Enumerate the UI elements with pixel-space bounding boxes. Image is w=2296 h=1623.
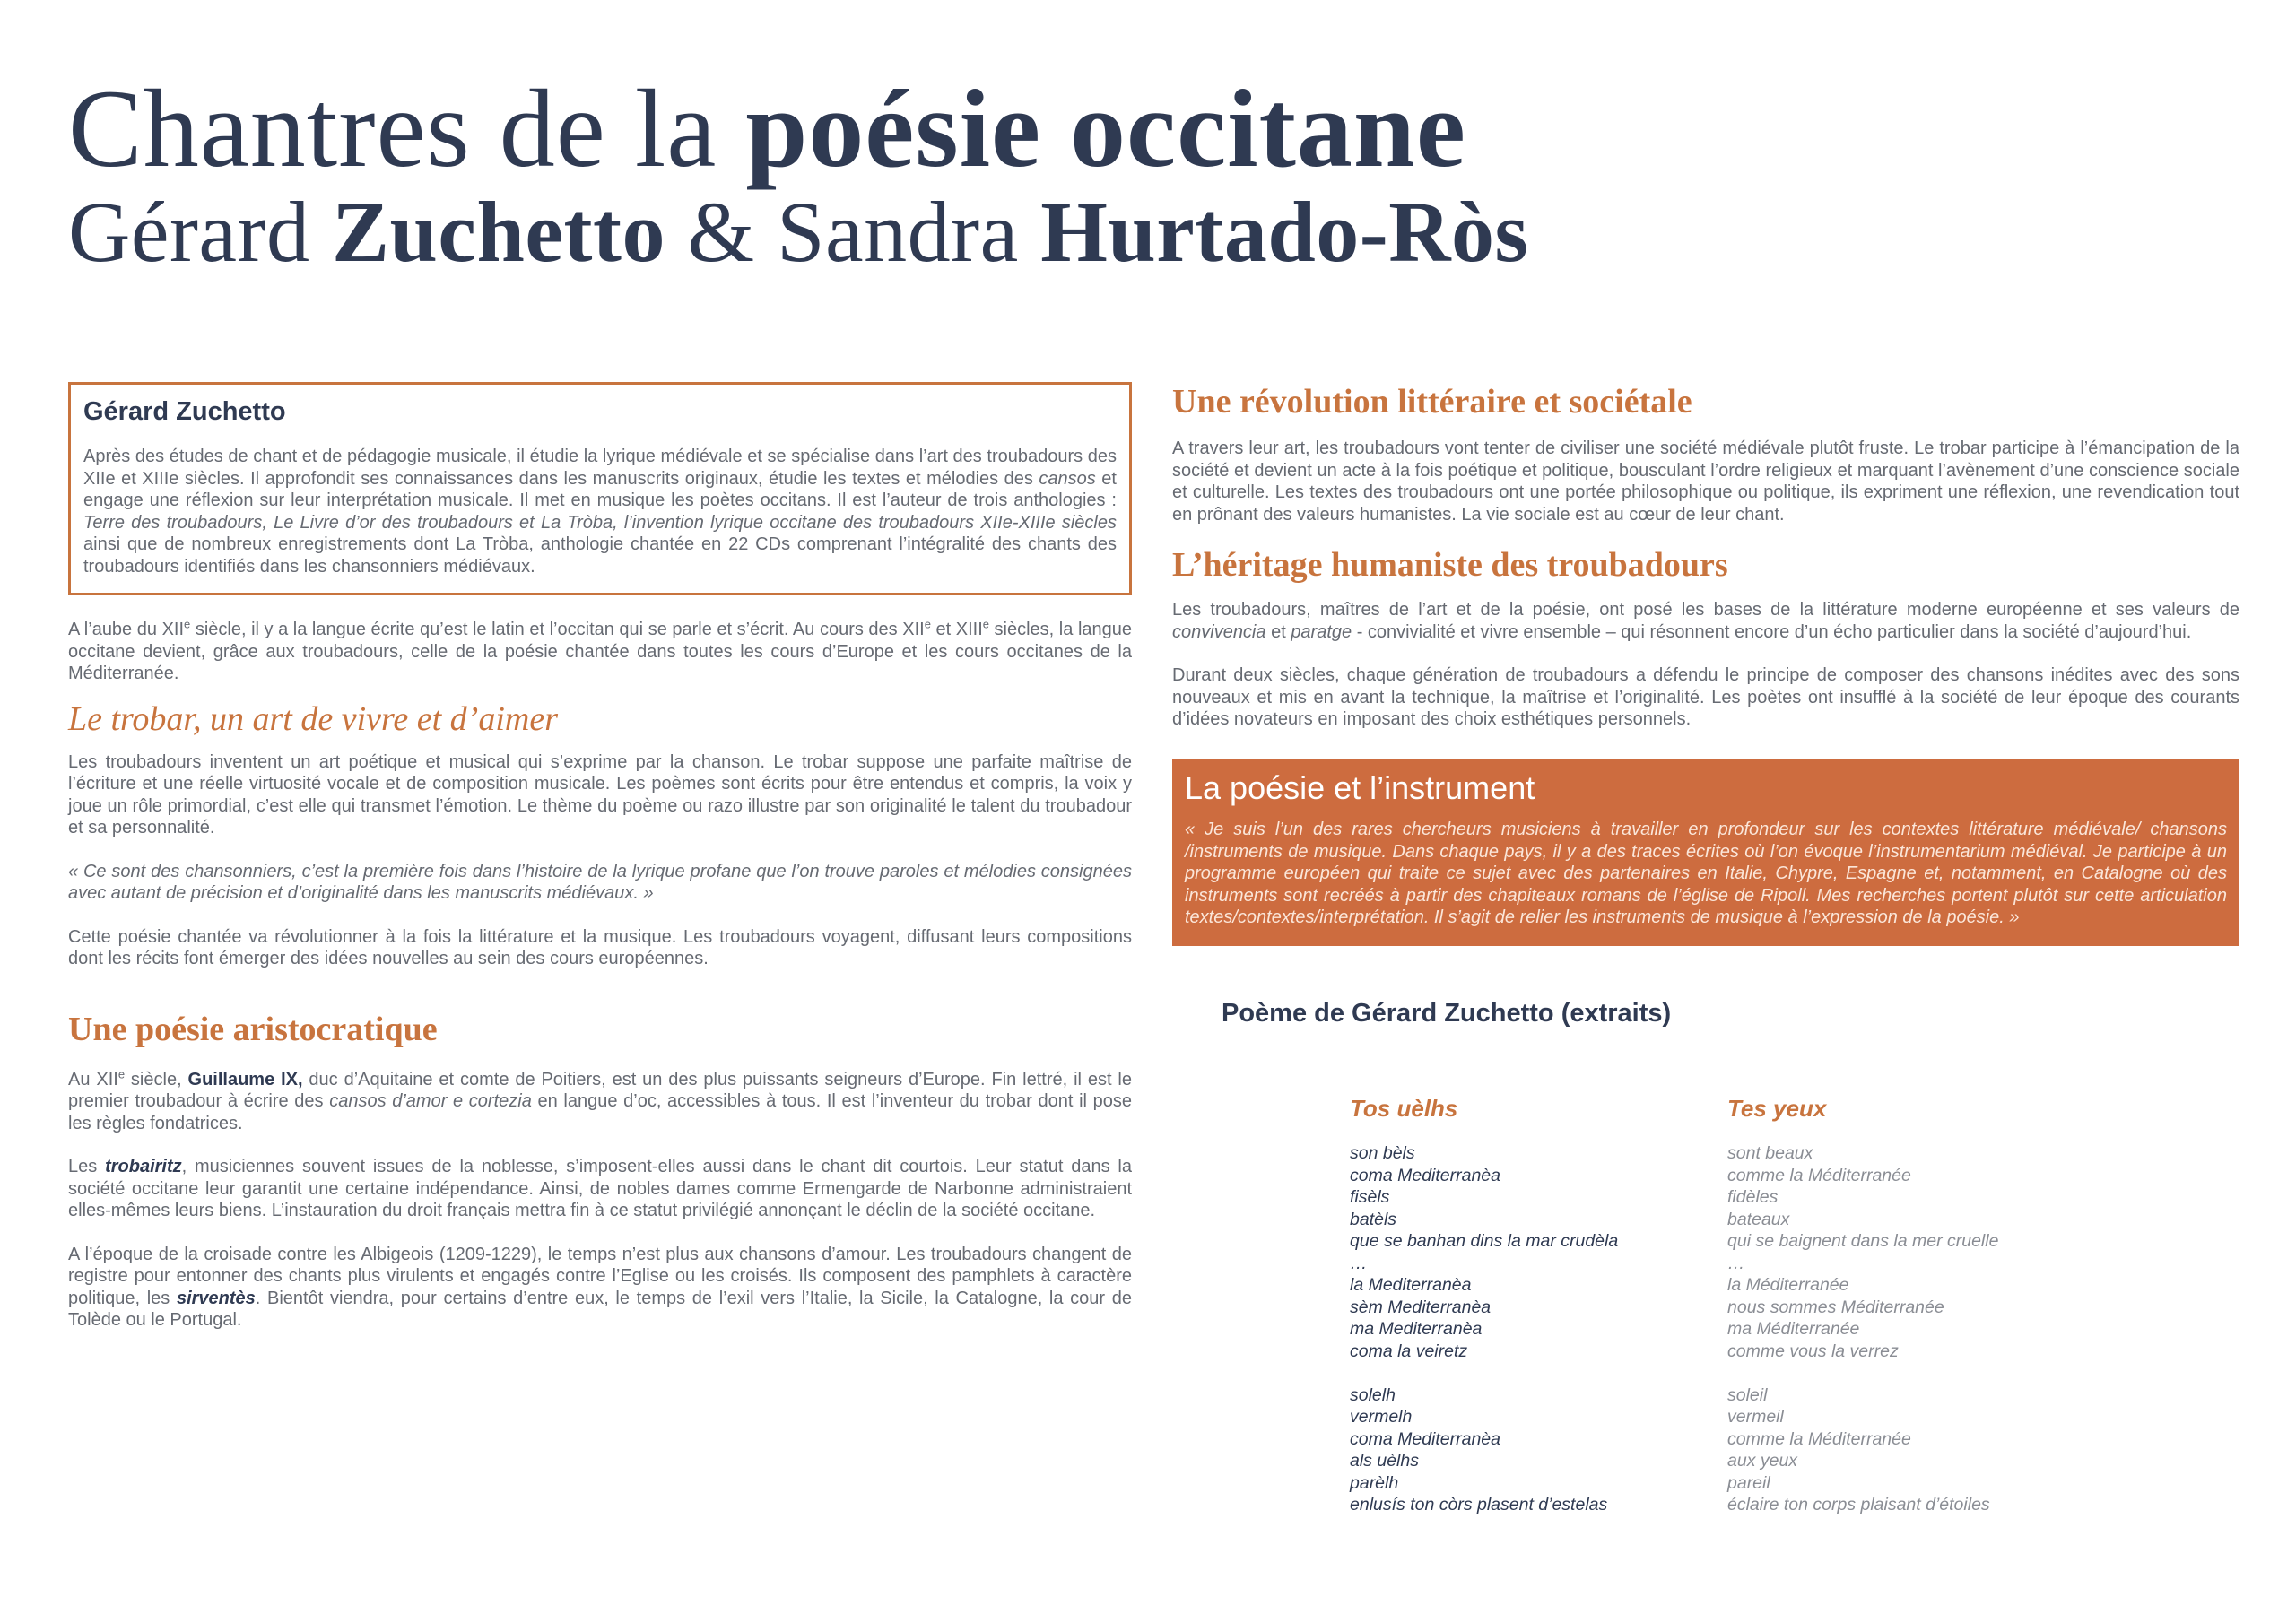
heritage-paragraph-2: Durant deux siècles, chaque génération de troubadours a défendu le principe de composer des chansons inédites avec des sons nouveaux et mis en avant la technique, la maîtrise et l’originalité. Les poètes ont insufflé à la société de leur époque des courants d’idées novateurs en imposant des choix esthétiques personnels. bbox=[1172, 665, 2239, 729]
poem-occitan-title: Tos uèlhs bbox=[1350, 1095, 1458, 1122]
poem-line bbox=[1350, 1362, 1726, 1384]
poem-line: vermelh bbox=[1350, 1407, 1413, 1427]
poem-line: sèm Mediterranèa bbox=[1350, 1297, 1492, 1317]
trobar-heading: Le trobar, un art de vivre et d’aimer bbox=[68, 699, 558, 738]
poem-line: aux yeux bbox=[1727, 1451, 1798, 1471]
poem-line: soleil bbox=[1727, 1384, 1768, 1405]
title-line-2: Gérard Zuchetto & Sandra Hurtado-Ròs bbox=[68, 184, 1529, 280]
trobar-paragraph-2: Cette poésie chantée va révolutionner à la fois la littérature et la musique. Les troubadours voyagent, diffusant leurs compositions dont les récits font émerger des idées nouvelles au sein des cours européennes. bbox=[68, 926, 1132, 968]
poem-line: son bèls bbox=[1350, 1143, 1415, 1163]
right-column bbox=[1172, 380, 2239, 731]
heritage-heading: L’héritage humaniste des troubadours bbox=[1172, 546, 1728, 584]
poem-line: que se banhan dins la mar crudèla bbox=[1350, 1231, 1619, 1251]
bio-heading: Gérard Zuchetto bbox=[83, 397, 286, 426]
bio-text: Après des études de chant et de pédagogie musicale, il étudie la lyrique médiévale et se spécialise dans l’art des troubadours des XIIe et XIIIe siècles. Il approfondit ses connaissances dans les manuscrits originaux, étudie les textes et mélodies des cansos et engage une réflexion sur leur interprétation musicale. Il met en musique les poètes occitans. Il est l’auteur de trois anthologies : Terre des troubadours, Le Livre d’or des troubadours et La Tròba, l’invention lyrique occitane des troubadours XIIe-XIIIe siècles ainsi que de nombreux enregistrements dont La Tròba, anthologie chantée en 22 CDs comprenant l’intégralité des chants des troubadours identifiés dans les chansonniers médiévaux. bbox=[83, 447, 1117, 577]
aristo-paragraph-2: Les trobairitz, musiciennes souvent issues de la noblesse, s’imposent-elles aussi dans le chant dit courtois. Leur statut dans la société occitane leur garantit une certaine indépendance. Ainsi, de nobles dames comme Ermengarde de Narbonne administraient elles-mêmes leurs biens. L’instauration du droit français mettra fin à ce statut privilégié annonçant le déclin de la société occitane. bbox=[68, 1157, 1132, 1220]
poem-line: nous sommes Méditerranée bbox=[1727, 1297, 1944, 1317]
poem-line: coma Mediterranèa bbox=[1350, 1165, 1500, 1185]
title-line-1: Chantres de la poésie occitane bbox=[68, 67, 1466, 190]
poem-line: qui se baignent dans la mer cruelle bbox=[1727, 1231, 1999, 1251]
poem-line: parèlh bbox=[1350, 1472, 1399, 1493]
poem-line: la Méditerranée bbox=[1727, 1275, 1849, 1295]
aristo-paragraph-3: A l’époque de la croisade contre les Albigeois (1209-1229), le temps n’est plus aux chansons d’amour. Les troubadours changent de registre pour entonner des chants plus virulents et engagés contre l’Eglise ou les croisés. Ils composent des pamphlets à caractère politique, les sirventès. Bientôt viendra, pour certains d’entre eux, le temps de l’exil vers l’Italie, la Sicile, la Catalogne, la cour de Tolède ou le Portugal. bbox=[68, 1244, 1132, 1330]
poem-line: solelh bbox=[1350, 1384, 1396, 1405]
poem-line: batèls bbox=[1350, 1209, 1397, 1229]
poem-line: als uèlhs bbox=[1350, 1451, 1419, 1471]
bio-box bbox=[68, 382, 1132, 595]
poem-french-title: Tes yeux bbox=[1727, 1095, 1827, 1122]
poem-line: … bbox=[1350, 1253, 1368, 1273]
poem-line: la Mediterranèa bbox=[1350, 1275, 1472, 1295]
poem-title: Poème de Gérard Zuchetto (extraits) bbox=[1222, 999, 1672, 1028]
heritage-paragraph-1: Les troubadours, maîtres de l’art et de la poésie, ont posé les bases de la littérature moderne européenne et ses valeurs de convivencia et paratge - convivialité et vivre ensemble – qui résonnent encore d’un écho particulier dans la société d’aujourd’hui. bbox=[1172, 600, 2239, 642]
instrument-title: La poésie et l’instrument bbox=[1185, 769, 1535, 806]
poem-line: comme vous la verrez bbox=[1727, 1341, 1899, 1361]
poem-line: fisèls bbox=[1350, 1187, 1390, 1207]
poem-line: ma Méditerranée bbox=[1727, 1319, 1860, 1339]
poem-line: enlusís ton còrs plasent d’estelas bbox=[1350, 1495, 1608, 1515]
poem-line: sont beaux bbox=[1727, 1143, 1813, 1163]
revolution-paragraph: A travers leur art, les troubadours vont tenter de civiliser une société médiévale plutôt fruste. Le trobar participe à l’émancipation de la société et devient un acte à la fois poétique et politique, bousculant l’ordre religieux et marquant l’avènement d’une conscience sociale et culturelle. Les textes des troubadours ont une portée philosophique ou politique, ils expriment une réflexion, une revendication tout en prônant des valeurs humanistes. La vie sociale est au cœur de leur chant. bbox=[1172, 438, 2239, 525]
poem-line: éclaire ton corps plaisant d’étoiles bbox=[1727, 1495, 1990, 1515]
poem-line: comme la Méditerranée bbox=[1727, 1165, 1911, 1185]
poem-line: comme la Méditerranée bbox=[1727, 1428, 1911, 1449]
poem-line bbox=[1727, 1362, 2104, 1384]
instrument-quote: « Je suis l’un des rares chercheurs musiciens à travailler en profondeur sur les contextes littérature médiévale/ chansons /instruments de musique. Dans chaque pays, il y a des traces écrites où l’on évoque l’instrumentarium médiéval. Je participe à un programme européen qui traite ce sujet avec des partenaires en Italie, Chypre, Espagne et, notamment, en Catalogne où des instruments sont recréés à partir des chapiteaux romans de l’église de Ripoll. Mes recherches portent plutôt sur cette articulation textes/contextes/interprétation. Il s’agit de relier les instruments de musique à l’expression de la poésie. » bbox=[1185, 820, 2227, 927]
aristo-paragraph-1: Au XIIe siècle, Guillaume IX, duc d’Aquitaine et comte de Poitiers, est un des plus puissants seigneurs d’Europe. Fin lettré, il est le premier troubadour à écrire des cansos d’amor e cortezia en langue d’oc, accessibles à tous. Il est l’inventeur du trobar dont il pose les règles fondatrices. bbox=[68, 1066, 1132, 1133]
poem-line: pareil bbox=[1727, 1472, 1770, 1493]
poem-line: bateaux bbox=[1727, 1209, 1790, 1229]
poem-line: … bbox=[1727, 1253, 1745, 1273]
poem-line: coma la veiretz bbox=[1350, 1341, 1468, 1361]
instrument-box bbox=[1172, 759, 2239, 946]
page-title bbox=[68, 67, 1529, 282]
trobar-paragraph-1: Les troubadours inventent un art poétique et musical qui s’exprime par la chanson. Le trobar suppose une parfaite maîtrise de l’écriture et une réelle virtuosité vocale et de composition musicale. Les poèmes sont écrits pour être entendus et compris, la voix y joue un rôle primordial, c’est elle qui transmet l’émotion. Le thème du poème ou razo illustre par son originalité le talent du troubadour et sa personnalité. bbox=[68, 751, 1132, 838]
revolution-heading: Une révolution littéraire et sociétale bbox=[1172, 383, 1692, 421]
poem-line: ma Mediterranèa bbox=[1350, 1319, 1483, 1339]
poem-line: vermeil bbox=[1727, 1407, 1784, 1427]
poem-line: coma Mediterranèa bbox=[1350, 1428, 1500, 1449]
trobar-quote: « Ce sont des chansonniers, c’est la première fois dans l’histoire de la lyrique profane que l’on trouve paroles et mélodies consignées avec autant de précision et d’originalité dans les manuscrits médiévaux. » bbox=[68, 861, 1132, 903]
poem-occitan bbox=[1350, 1094, 1726, 1516]
poem-line: fidèles bbox=[1727, 1187, 1779, 1207]
aristo-heading: Une poésie aristocratique bbox=[68, 1010, 438, 1048]
intro-paragraph: A l’aube du XIIe siècle, il y a la langue écrite qu’est le latin et l’occitan qui se parle et s’écrit. Au cours des XIIe et XIIIe siècles, la langue occitane devient, grâce aux troubadours, celle de la poésie chantée dans toutes les cours d’Europe et les cours occitanes de la Méditerranée. bbox=[68, 617, 1133, 683]
poem-french bbox=[1727, 1094, 2104, 1516]
left-column bbox=[68, 619, 1132, 1332]
